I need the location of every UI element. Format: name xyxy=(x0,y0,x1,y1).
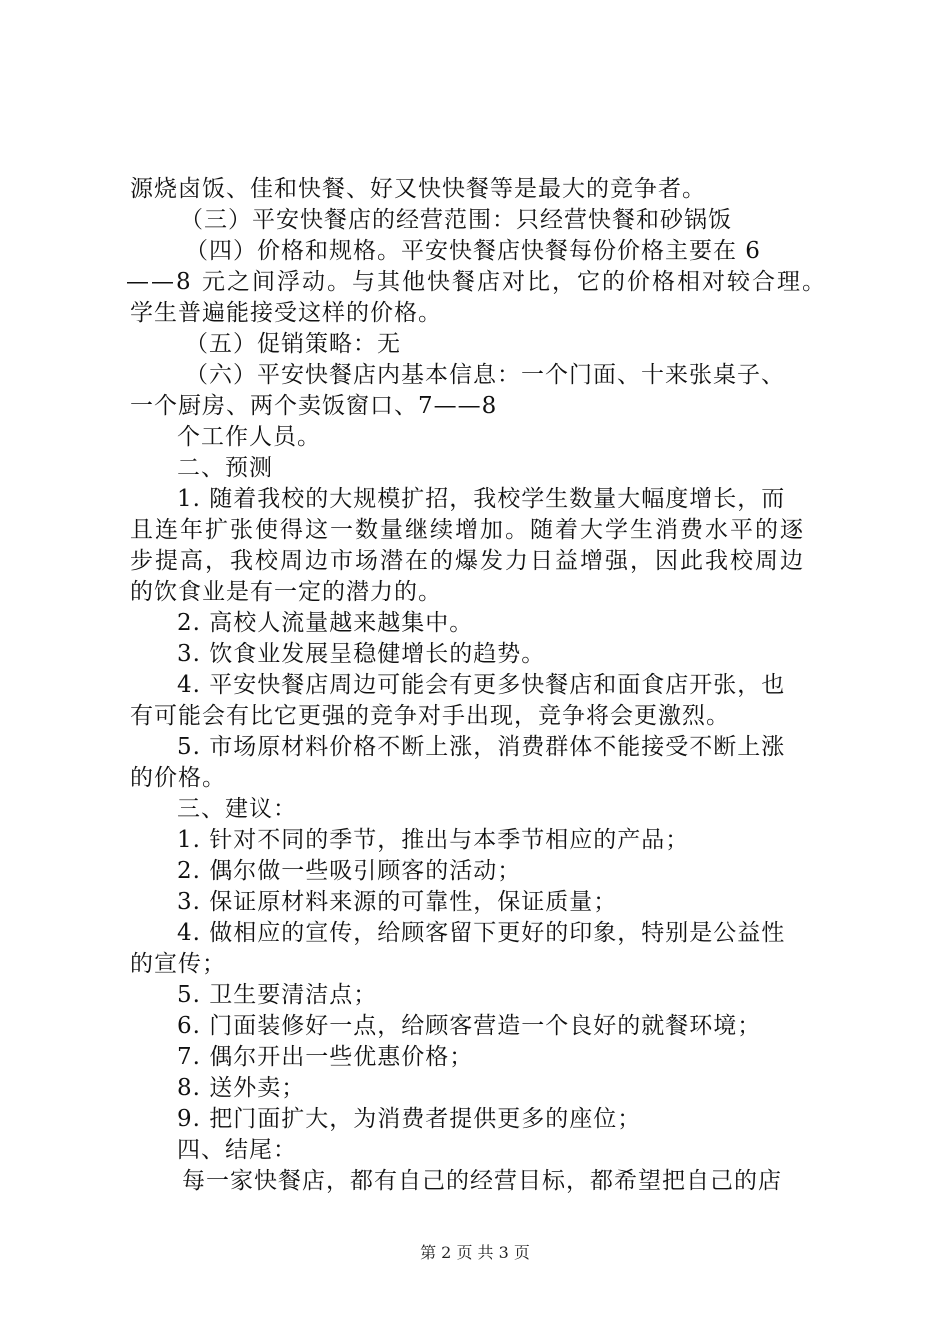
text-line: 源烧卤饭、佳和快餐、好又快快餐等是最大的竞争者。 xyxy=(130,176,706,202)
section-heading: 四、结尾： xyxy=(177,1137,297,1163)
text-line: 有可能会有比它更强的竞争对手出现，竞争将会更激烈。 xyxy=(130,703,730,729)
text-line: 4. 做相应的宣传，给顾客留下更好的印象，特别是公益性 xyxy=(177,920,786,946)
text-line: 的饮食业是有一定的潜力的。 xyxy=(130,579,442,605)
text-line: （六）平安快餐店内基本信息：一个门面、十来张桌子、 xyxy=(185,362,785,388)
text-line: 3. 饮食业发展呈稳健增长的趋势。 xyxy=(177,641,546,667)
text-line: （四）价格和规格。平安快餐店快餐每份价格主要在 6 xyxy=(185,238,761,264)
text-line: 每一家快餐店，都有自己的经营目标，都希望把自己的店 xyxy=(182,1168,782,1194)
text-line: 8. 送外卖； xyxy=(177,1075,306,1101)
text-line: 个工作人员。 xyxy=(177,424,321,450)
text-line: 9. 把门面扩大，为消费者提供更多的座位； xyxy=(177,1106,642,1132)
text-line: 的价格。 xyxy=(130,765,226,791)
text-line: 2. 高校人流量越来越集中。 xyxy=(177,610,474,636)
text-line: 且连年扩张使得这一数量继续增加。随着大学生消费水平的逐 xyxy=(130,517,805,543)
text-line: 5. 市场原材料价格不断上涨，消费群体不能接受不断上涨 xyxy=(177,734,786,760)
section-heading: 三、建议： xyxy=(177,796,297,822)
text-line: 2. 偶尔做一些吸引顾客的活动； xyxy=(177,858,522,884)
text-line: 5. 卫生要清洁点； xyxy=(177,982,378,1008)
text-line: （三）平安快餐店的经营范围：只经营快餐和砂锅饭 xyxy=(180,207,732,233)
text-line: 6. 门面装修好一点，给顾客营造一个良好的就餐环境； xyxy=(177,1013,762,1039)
text-line: 3. 保证原材料来源的可靠性，保证质量； xyxy=(177,889,618,915)
text-line: 1. 随着我校的大规模扩招，我校学生数量大幅度增长，而 xyxy=(177,486,786,512)
text-line: 1. 针对不同的季节，推出与本季节相应的产品； xyxy=(177,827,690,853)
text-line: 7. 偶尔开出一些优惠价格； xyxy=(177,1044,474,1070)
text-line: ——8 元之间浮动。与其他快餐店对比，它的价格相对较合理。 xyxy=(126,269,827,295)
page-number-footer: 第 2 页 共 3 页 xyxy=(420,1243,530,1262)
text-line: 4. 平安快餐店周边可能会有更多快餐店和面食店开张，也 xyxy=(177,672,786,698)
section-heading: 二、预测 xyxy=(177,455,273,481)
text-line: 步提高，我校周边市场潜在的爆发力日益增强，因此我校周边 xyxy=(130,548,805,574)
text-line: 的宣传； xyxy=(130,951,226,977)
text-line: （五）促销策略：无 xyxy=(185,331,401,357)
text-line: 一个厨房、两个卖饭窗口、7——8 xyxy=(130,393,498,419)
text-line: 学生普遍能接受这样的价格。 xyxy=(130,300,442,326)
